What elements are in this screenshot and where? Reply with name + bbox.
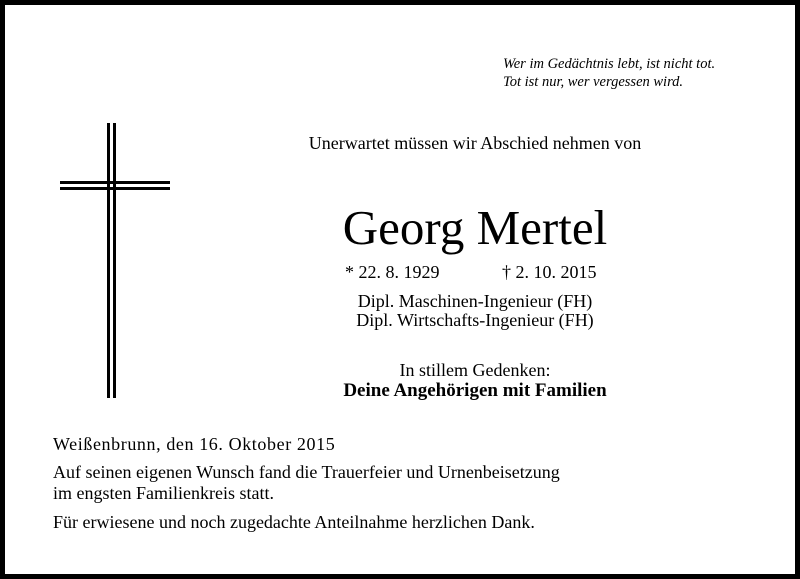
academic-title: Dipl. Maschinen-Ingenieur (FH) <box>357 291 593 311</box>
academic-title: Dipl. Wirtschafts-Ingenieur (FH) <box>356 310 594 330</box>
memorial-quote <box>503 55 715 91</box>
birth-date: * 22. 8. 1929 <box>345 262 440 282</box>
quote-line-2: Tot ist nur, wer vergessen wird. <box>503 74 684 90</box>
thanks-text: Für erwiesene und noch zugedachte Anteilnahme herzlichen Dank. <box>53 512 535 532</box>
funeral-info-line-1: Auf seinen eigenen Wunsch fand die Trauerfeier und Urnenbeisetzung <box>53 462 560 482</box>
place-and-date: Weißenbrunn, den 16. Oktober 2015 <box>53 434 336 454</box>
mourners-signature: Deine Angehörigen mit Familien <box>343 380 607 401</box>
cross-icon <box>60 123 170 398</box>
intro-text: Unerwartet müssen wir Abschied nehmen von <box>308 133 642 153</box>
deceased-name: Georg Mertel <box>342 200 608 255</box>
funeral-info-line-2: im engsten Familienkreis statt. <box>53 483 274 503</box>
death-date: † 2. 10. 2015 <box>502 262 597 282</box>
quote-line-1: Wer im Gedächtnis lebt, ist nicht tot. <box>503 56 716 72</box>
memorial-line: In stillem Gedenken: <box>399 360 551 380</box>
